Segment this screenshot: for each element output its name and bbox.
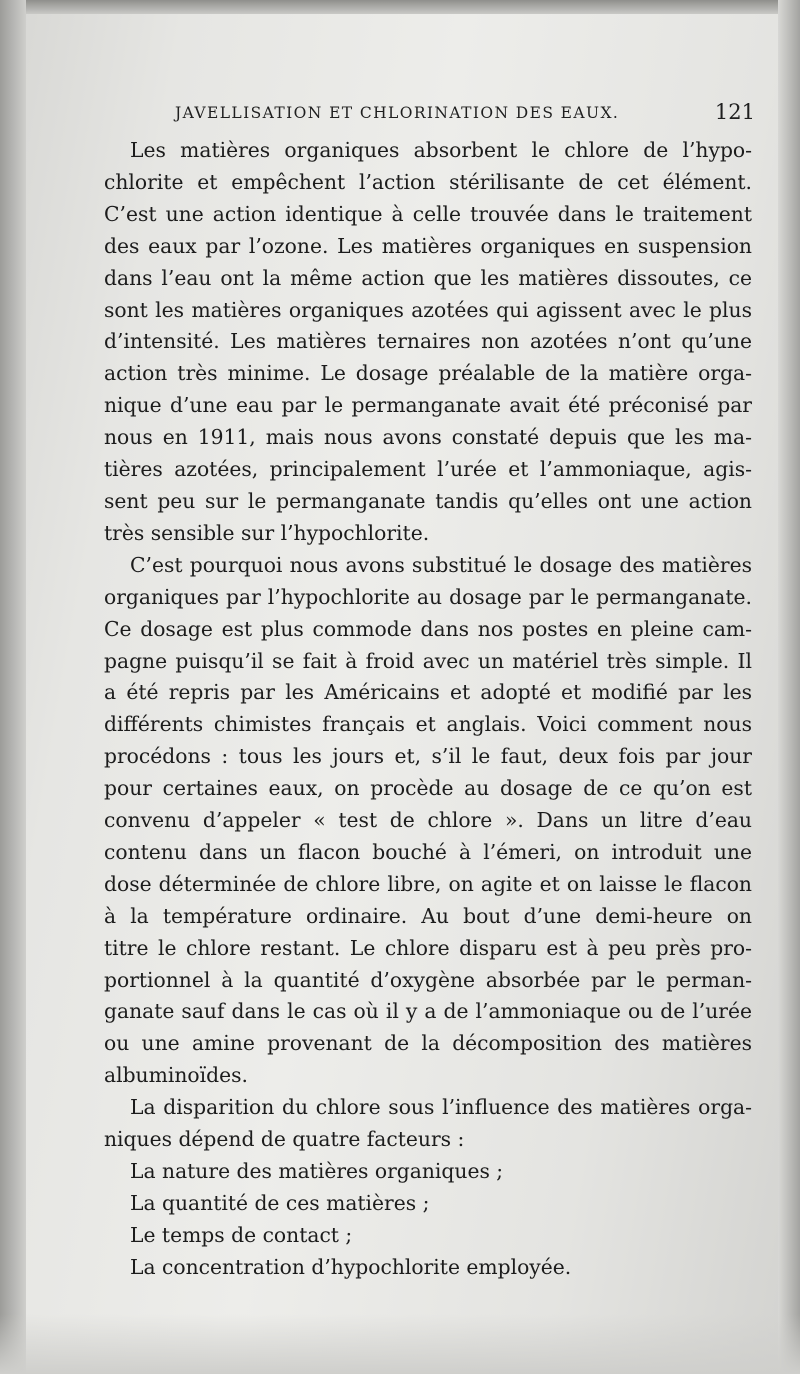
text-line: chlorite et empêchent l’action stérilisante de cet élément. — [104, 169, 752, 194]
text-line: Ce dosage est plus commode dans nos postes en pleine cam- — [104, 616, 752, 641]
text-line: différents chimistes français et anglais. Voici comment nous — [104, 712, 752, 737]
text-line: action très minime. Le dosage préalable de la matière orga- — [104, 361, 752, 386]
text-line: sent peu sur le permanganate tandis qu’elles ont une action — [104, 488, 752, 513]
running-title: JAVELLISATION ET CHLORINATION DES EAUX. — [175, 104, 620, 122]
text-line: d’intensité. Les matières ternaires non azotées n’ont qu’une — [104, 329, 752, 354]
text-line: tières azotées, principalement l’urée et l’ammoniaque, agis- — [104, 457, 752, 482]
text-line: portionnel à la quantité d’oxygène absorbée par le perman- — [104, 967, 752, 992]
text-line: pour certaines eaux, on procède au dosage de ce qu’on est — [104, 776, 752, 801]
text-line: La disparition du chlore sous l’influence des matières orga- — [130, 1095, 752, 1120]
text-line: Les matières organiques absorbent le chlore de l’hypo- — [130, 138, 752, 162]
body-text — [104, 135, 752, 1284]
text-line: a été repris par les Américains et adopté et modifié par les — [104, 680, 752, 705]
text-line: nous en 1911, mais nous avons constaté depuis que les ma- — [104, 425, 752, 450]
text-line: titre le chlore restant. Le chlore disparu est à peu près pro- — [104, 935, 752, 960]
text-line: procédons : tous les jours et, s’il le faut, deux fois par jour — [104, 744, 752, 769]
text-line: niques dépend de quatre facteurs : — [104, 1127, 465, 1152]
text-line: nique d’une eau par le permanganate avait été préconisé par — [104, 393, 752, 418]
text-line: dose déterminée de chlore libre, on agite et on laisse le flacon — [104, 871, 752, 896]
text-line: des eaux par l’ozone. Les matières organiques en suspension — [104, 233, 752, 258]
list-item: La concentration d’hypochlorite employée. — [130, 1254, 572, 1279]
text-line: albuminoïdes. — [104, 1063, 248, 1088]
text-line: pagne puisqu’il se fait à froid avec un matériel très simple. Il — [104, 648, 752, 673]
page-bottom-shade — [0, 1314, 800, 1374]
text-line: organiques par l’hypochlorite au dosage par le permanganate. — [104, 584, 752, 609]
text-line: très sensible sur l’hypochlorite. — [104, 520, 430, 545]
list-item: Le temps de contact ; — [130, 1222, 353, 1247]
text-line: ou une amine provenant de la décomposition des matières — [104, 1031, 752, 1056]
text-line: convenu d’appeler « test de chlore ». Dans un litre d’eau — [104, 808, 752, 833]
running-header — [175, 100, 755, 130]
page-number: 121 — [714, 100, 755, 124]
text-line: C’est pourquoi nous avons substitué le dosage des matières — [130, 552, 752, 577]
page-edge-left — [0, 0, 26, 1374]
text-line: dans l’eau ont la même action que les matières dissoutes, ce — [104, 265, 752, 290]
text-line: à la température ordinaire. Au bout d’une demi-heure on — [104, 903, 752, 928]
text-line: ganate sauf dans le cas où il y a de l’ammoniaque ou de l’urée — [104, 999, 752, 1024]
list-item: La nature des matières organiques ; — [130, 1159, 504, 1183]
text-line: contenu dans un flacon bouché à l’émeri, on introduit une — [104, 839, 752, 864]
page-edge-right — [778, 0, 800, 1374]
list-item: La quantité de ces matières ; — [130, 1190, 430, 1215]
text-line: sont les matières organiques azotées qui agissent avec le plus — [104, 297, 752, 322]
page-edge-top — [0, 0, 800, 14]
text-line: C’est une action identique à celle trouvée dans le traitement — [104, 201, 752, 226]
